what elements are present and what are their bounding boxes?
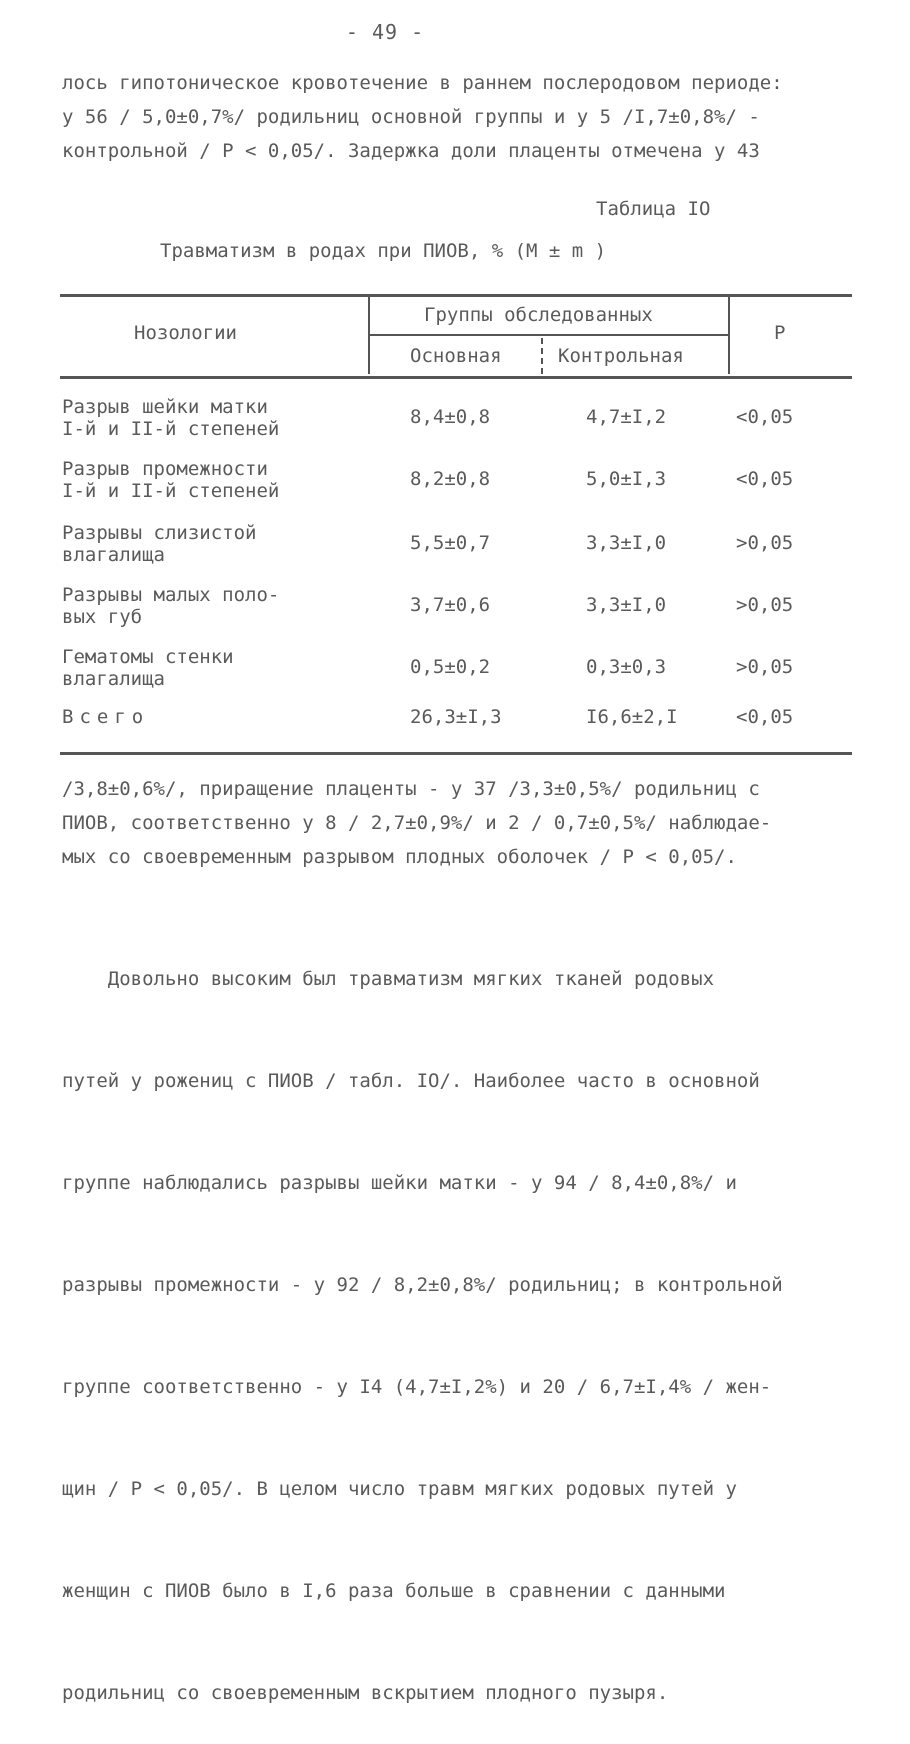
row-name: Разрыв шейки матки I-й и II-й степеней [62, 396, 280, 440]
row-name: Всего [62, 706, 150, 728]
text-line: у 56 / 5,0±0,7%/ родильниц основной группы и у 5 /I,7±0,8%/ - [62, 106, 760, 128]
text-line: щин / Р < 0,05/. В целом число травм мягких родовых путей у [62, 1478, 737, 1500]
row-main-value: 0,5±0,2 [410, 656, 491, 678]
body-paragraph [62, 894, 852, 1744]
text-line: путей у рожениц с ПИОВ / табл. IO/. Наиболее часто в основной [62, 1070, 760, 1092]
row-name: Гематомы стенки влагалища [62, 646, 234, 690]
text-line: женщин с ПИОВ было в I,6 раза больше в сравнении с данными [62, 1580, 726, 1602]
row-control-value: 3,3±I,0 [586, 594, 667, 616]
row-main-value: 8,2±0,8 [410, 468, 491, 490]
text-line: ПИОВ, соответственно у 8 / 2,7±0,9%/ и 2 / 0,7±0,5%/ наблюдае- [62, 812, 772, 834]
text-line: лось гипотоническое кровотечение в раннем послеродовом периоде: [62, 72, 783, 94]
row-p-value: <0,05 [736, 406, 794, 428]
text-line: группе наблюдались разрывы шейки матки - у 94 / 8,4±0,8%/ и [62, 1172, 737, 1194]
row-main-value: 26,3±I,3 [410, 706, 502, 728]
row-p-value: <0,05 [736, 468, 794, 490]
table-header-divider-right [728, 296, 730, 374]
text-line: родильниц со своевременным вскрытием плодного пузыря. [62, 1682, 669, 1704]
row-p-value: <0,05 [736, 706, 794, 728]
row-control-value: 5,0±I,3 [586, 468, 667, 490]
table-label: Таблица IO [596, 198, 711, 220]
after-table-text [62, 772, 852, 874]
table-header-subdivider [541, 338, 543, 374]
row-main-value: 5,5±0,7 [410, 532, 491, 554]
row-name: Разрыв промежности I-й и II-й степеней [62, 458, 280, 502]
table-row [62, 646, 852, 706]
header-main: Основная [410, 345, 502, 367]
row-name: Разрывы малых поло- вых губ [62, 584, 280, 628]
header-p: Р [774, 322, 786, 344]
text-line: контрольной / Р < 0,05/. Задержка доли плаценты отмечена у 43 [62, 140, 760, 162]
text-line: мых со своевременным разрывом плодных оболочек / Р < 0,05/. [62, 846, 737, 868]
intro-text [62, 66, 852, 168]
row-name: Разрывы слизистой влагалища [62, 522, 257, 566]
table-row [62, 522, 852, 582]
text-line: /3,8±0,6%/, приращение плаценты - у 37 /3,3±0,5%/ родильниц с [62, 778, 760, 800]
header-groups: Группы обследованных [424, 304, 653, 326]
row-control-value: 3,3±I,0 [586, 532, 667, 554]
row-p-value: >0,05 [736, 594, 794, 616]
row-p-value: >0,05 [736, 656, 794, 678]
table-header-rule [60, 376, 852, 379]
row-control-value: 0,3±0,3 [586, 656, 667, 678]
row-main-value: 8,4±0,8 [410, 406, 491, 428]
header-control: Контрольная [558, 345, 684, 367]
table-row-total [62, 706, 852, 766]
table-row [62, 458, 852, 518]
page-number: - 49 - [345, 20, 425, 44]
row-main-value: 3,7±0,6 [410, 594, 491, 616]
table-bottom-rule [60, 752, 852, 755]
table-row [62, 396, 852, 456]
table-header-subrule [368, 334, 728, 336]
table-row [62, 584, 852, 644]
header-nosology: Нозологии [134, 322, 237, 344]
table-title: Травматизм в родах при ПИОВ, % (M ± m ) [160, 240, 607, 262]
row-control-value: 4,7±I,2 [586, 406, 667, 428]
row-p-value: >0,05 [736, 532, 794, 554]
text-line: Довольно высоким был травматизм мягких тканей родовых [62, 968, 715, 990]
row-control-value: I6,6±2,I [586, 706, 678, 728]
text-line: группе соответственно - у I4 (4,7±I,2%) и 20 / 6,7±I,4% / жен- [62, 1376, 772, 1398]
table-top-rule [60, 294, 852, 297]
text-line: разрывы промежности - у 92 / 8,2±0,8%/ родильниц; в контрольной [62, 1274, 783, 1296]
